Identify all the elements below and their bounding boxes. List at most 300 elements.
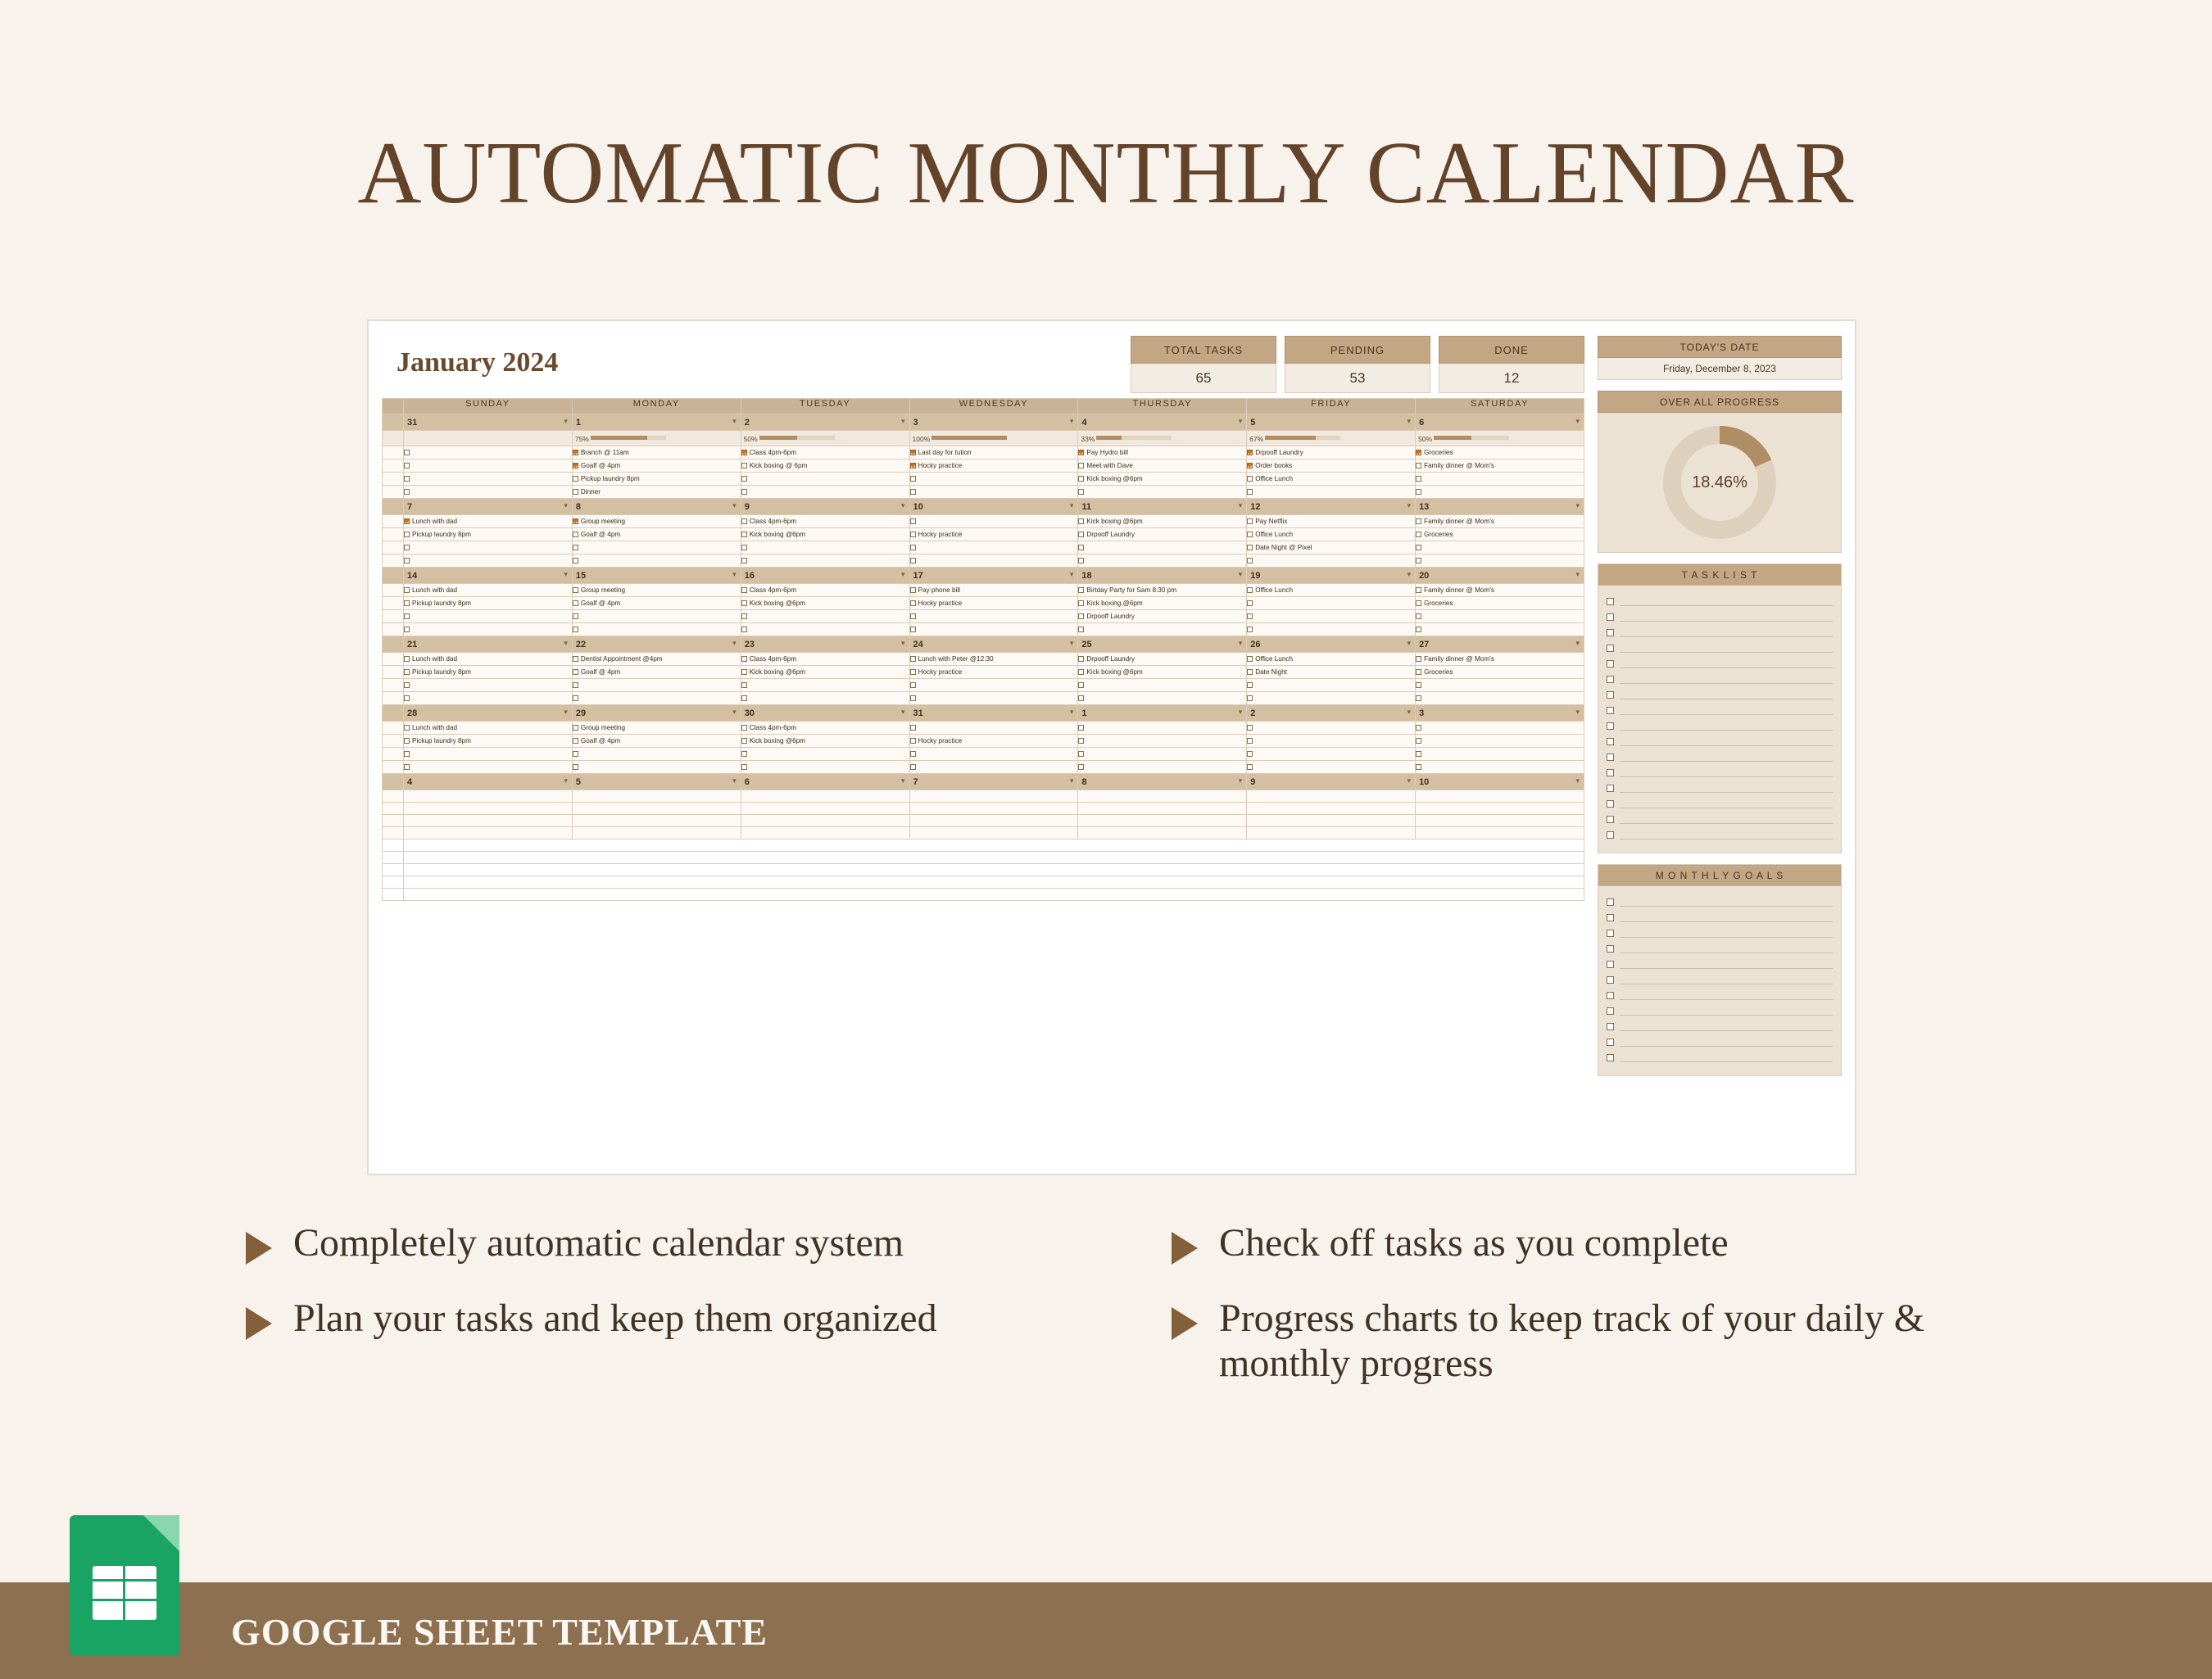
task-cell[interactable] — [572, 554, 741, 568]
day-number-cell[interactable] — [404, 636, 573, 653]
list-checkbox[interactable] — [1607, 1023, 1614, 1030]
day-menu-icon[interactable]: ▾ — [1069, 708, 1074, 716]
task-checkbox[interactable] — [1078, 532, 1084, 537]
task-list-widget[interactable] — [1598, 563, 1842, 853]
task-cell[interactable] — [1416, 692, 1584, 705]
day-menu-icon[interactable]: ▾ — [1407, 776, 1412, 785]
task-checkbox[interactable] — [1247, 476, 1253, 482]
list-entry-line[interactable] — [1620, 644, 1833, 653]
day-menu-icon[interactable]: ▾ — [1238, 570, 1243, 578]
list-checkbox[interactable] — [1607, 676, 1614, 683]
day-number-cell[interactable] — [572, 636, 741, 653]
task-checkbox[interactable] — [1247, 600, 1253, 606]
list-checkbox[interactable] — [1607, 914, 1614, 921]
day-menu-icon[interactable]: ▾ — [1407, 501, 1412, 509]
task-list-item[interactable] — [1607, 625, 1833, 640]
task-checkbox[interactable] — [910, 695, 916, 701]
task-cell[interactable] — [1078, 653, 1247, 666]
task-cell[interactable] — [1416, 446, 1584, 459]
task-cell[interactable] — [1078, 722, 1247, 735]
task-checkbox[interactable] — [741, 725, 747, 731]
task-checkbox[interactable] — [573, 751, 578, 757]
list-entry-line[interactable] — [1620, 784, 1833, 793]
task-checkbox[interactable] — [404, 587, 410, 593]
task-checkbox[interactable] — [910, 682, 916, 688]
day-number-cell[interactable] — [404, 568, 573, 584]
day-menu-icon[interactable]: ▾ — [901, 501, 905, 509]
task-cell[interactable] — [1416, 827, 1584, 840]
task-checkbox[interactable] — [1247, 627, 1253, 632]
day-menu-icon[interactable]: ▾ — [732, 570, 737, 578]
day-number-cell[interactable] — [909, 414, 1078, 431]
task-cell[interactable] — [741, 666, 909, 679]
day-number-cell[interactable] — [572, 414, 741, 431]
task-cell[interactable] — [909, 486, 1078, 499]
task-checkbox[interactable] — [573, 450, 578, 455]
task-checkbox[interactable] — [1078, 463, 1084, 468]
task-checkbox[interactable] — [910, 764, 916, 770]
task-list-item[interactable] — [1607, 656, 1833, 672]
task-checkbox[interactable] — [741, 558, 747, 563]
task-cell[interactable] — [741, 815, 909, 827]
day-number-cell[interactable] — [1078, 774, 1247, 790]
day-menu-icon[interactable]: ▾ — [1069, 639, 1074, 647]
day-menu-icon[interactable]: ▾ — [901, 776, 905, 785]
task-cell[interactable] — [909, 597, 1078, 610]
day-number-cell[interactable] — [1416, 414, 1584, 431]
task-checkbox[interactable] — [1078, 738, 1084, 744]
list-entry-line[interactable] — [1620, 737, 1833, 746]
task-checkbox[interactable] — [741, 532, 747, 537]
task-checkbox[interactable] — [910, 738, 916, 744]
day-menu-icon[interactable]: ▾ — [1238, 501, 1243, 509]
task-cell[interactable] — [741, 623, 909, 636]
task-checkbox[interactable] — [741, 627, 747, 632]
task-cell[interactable] — [1416, 735, 1584, 748]
list-checkbox[interactable] — [1607, 645, 1614, 652]
task-checkbox[interactable] — [910, 532, 916, 537]
task-cell[interactable] — [1416, 761, 1584, 774]
task-checkbox[interactable] — [404, 518, 410, 524]
task-cell[interactable] — [909, 623, 1078, 636]
task-checkbox[interactable] — [910, 476, 916, 482]
monthly-goal-item[interactable] — [1607, 1003, 1833, 1019]
task-cell[interactable] — [741, 610, 909, 623]
task-cell[interactable] — [572, 761, 741, 774]
task-list-item[interactable] — [1607, 827, 1833, 843]
task-checkbox[interactable] — [1416, 600, 1421, 606]
task-checkbox[interactable] — [1078, 764, 1084, 770]
day-menu-icon[interactable]: ▾ — [564, 708, 568, 716]
day-menu-icon[interactable]: ▾ — [1575, 776, 1580, 785]
list-checkbox[interactable] — [1607, 738, 1614, 745]
day-menu-icon[interactable]: ▾ — [732, 776, 737, 785]
day-menu-icon[interactable]: ▾ — [1575, 708, 1580, 716]
task-cell[interactable] — [909, 803, 1078, 815]
monthly-goal-item[interactable] — [1607, 957, 1833, 972]
list-checkbox[interactable] — [1607, 945, 1614, 953]
task-cell[interactable] — [572, 515, 741, 528]
list-entry-line[interactable] — [1620, 613, 1833, 622]
task-checkbox[interactable] — [404, 532, 410, 537]
task-checkbox[interactable] — [910, 558, 916, 563]
task-list-item[interactable] — [1607, 609, 1833, 625]
task-cell[interactable] — [909, 827, 1078, 840]
day-number-cell[interactable] — [741, 499, 909, 515]
day-menu-icon[interactable]: ▾ — [1407, 570, 1412, 578]
task-list-item[interactable] — [1607, 749, 1833, 765]
task-cell[interactable] — [404, 666, 573, 679]
task-checkbox[interactable] — [910, 656, 916, 662]
list-checkbox[interactable] — [1607, 961, 1614, 968]
task-cell[interactable] — [1078, 679, 1247, 692]
task-cell[interactable] — [1078, 761, 1247, 774]
task-cell[interactable] — [741, 827, 909, 840]
day-number-cell[interactable] — [909, 499, 1078, 515]
task-checkbox[interactable] — [910, 725, 916, 731]
task-checkbox[interactable] — [1416, 476, 1421, 482]
task-list-item[interactable] — [1607, 796, 1833, 812]
task-cell[interactable] — [404, 486, 573, 499]
task-cell[interactable] — [909, 748, 1078, 761]
day-menu-icon[interactable]: ▾ — [564, 776, 568, 785]
task-cell[interactable] — [572, 748, 741, 761]
task-cell[interactable] — [1247, 473, 1416, 486]
task-checkbox[interactable] — [1078, 558, 1084, 563]
task-cell[interactable] — [1247, 515, 1416, 528]
list-entry-line[interactable] — [1620, 706, 1833, 715]
task-cell[interactable] — [1416, 554, 1584, 568]
task-checkbox[interactable] — [1247, 489, 1253, 495]
day-menu-icon[interactable]: ▾ — [732, 417, 737, 425]
list-entry-line[interactable] — [1620, 768, 1833, 777]
day-number-cell[interactable] — [1078, 705, 1247, 722]
task-cell[interactable] — [1247, 827, 1416, 840]
task-checkbox[interactable] — [741, 600, 747, 606]
task-checkbox[interactable] — [1416, 518, 1421, 524]
task-cell[interactable] — [404, 679, 573, 692]
task-checkbox[interactable] — [404, 751, 410, 757]
day-number-cell[interactable] — [909, 636, 1078, 653]
task-cell[interactable] — [404, 473, 573, 486]
task-checkbox[interactable] — [404, 463, 410, 468]
day-menu-icon[interactable]: ▾ — [1407, 639, 1412, 647]
day-menu-icon[interactable]: ▾ — [1069, 776, 1074, 785]
task-checkbox[interactable] — [404, 600, 410, 606]
task-checkbox[interactable] — [1416, 656, 1421, 662]
task-cell[interactable] — [741, 748, 909, 761]
task-cell[interactable] — [1247, 446, 1416, 459]
day-number-cell[interactable] — [572, 705, 741, 722]
task-list-item[interactable] — [1607, 812, 1833, 827]
list-checkbox[interactable] — [1607, 800, 1614, 808]
task-cell[interactable] — [741, 653, 909, 666]
task-checkbox[interactable] — [404, 558, 410, 563]
day-number-cell[interactable] — [1247, 705, 1416, 722]
task-cell[interactable] — [1247, 790, 1416, 803]
task-checkbox[interactable] — [1247, 545, 1253, 550]
task-cell[interactable] — [1416, 623, 1584, 636]
list-checkbox[interactable] — [1607, 769, 1614, 776]
task-cell[interactable] — [1416, 748, 1584, 761]
task-checkbox[interactable] — [1078, 656, 1084, 662]
task-checkbox[interactable] — [1078, 518, 1084, 524]
task-checkbox[interactable] — [1416, 725, 1421, 731]
task-checkbox[interactable] — [404, 545, 410, 550]
list-entry-line[interactable] — [1620, 628, 1833, 637]
task-checkbox[interactable] — [910, 600, 916, 606]
task-cell[interactable] — [909, 653, 1078, 666]
task-checkbox[interactable] — [573, 682, 578, 688]
task-checkbox[interactable] — [1078, 669, 1084, 675]
list-checkbox[interactable] — [1607, 598, 1614, 605]
day-menu-icon[interactable]: ▾ — [901, 570, 905, 578]
task-checkbox[interactable] — [741, 463, 747, 468]
task-cell[interactable] — [909, 722, 1078, 735]
day-number-cell[interactable] — [404, 705, 573, 722]
task-cell[interactable] — [404, 722, 573, 735]
task-cell[interactable] — [404, 827, 573, 840]
monthly-goal-item[interactable] — [1607, 972, 1833, 988]
day-menu-icon[interactable]: ▾ — [1407, 417, 1412, 425]
task-list-item[interactable] — [1607, 781, 1833, 796]
task-cell[interactable] — [1078, 666, 1247, 679]
task-cell[interactable] — [404, 803, 573, 815]
task-cell[interactable] — [1247, 459, 1416, 473]
task-cell[interactable] — [1078, 584, 1247, 597]
task-cell[interactable] — [1247, 803, 1416, 815]
task-checkbox[interactable] — [1416, 738, 1421, 744]
task-checkbox[interactable] — [404, 764, 410, 770]
task-cell[interactable] — [1247, 486, 1416, 499]
task-cell[interactable] — [1416, 790, 1584, 803]
list-checkbox[interactable] — [1607, 992, 1614, 999]
list-checkbox[interactable] — [1607, 613, 1614, 621]
task-cell[interactable] — [741, 528, 909, 541]
day-number-cell[interactable] — [572, 499, 741, 515]
task-list-item[interactable] — [1607, 703, 1833, 718]
task-cell[interactable] — [1078, 790, 1247, 803]
task-cell[interactable] — [1247, 653, 1416, 666]
task-cell[interactable] — [404, 584, 573, 597]
task-cell[interactable] — [404, 554, 573, 568]
task-cell[interactable] — [741, 790, 909, 803]
task-checkbox[interactable] — [573, 656, 578, 662]
task-cell[interactable] — [572, 446, 741, 459]
task-cell[interactable] — [909, 610, 1078, 623]
task-cell[interactable] — [1416, 515, 1584, 528]
task-cell[interactable] — [1416, 610, 1584, 623]
list-checkbox[interactable] — [1607, 1007, 1614, 1015]
list-entry-line[interactable] — [1620, 898, 1833, 907]
task-cell[interactable] — [909, 528, 1078, 541]
list-checkbox[interactable] — [1607, 1054, 1614, 1061]
task-cell[interactable] — [404, 528, 573, 541]
day-number-cell[interactable] — [1416, 499, 1584, 515]
task-checkbox[interactable] — [1416, 751, 1421, 757]
task-cell[interactable] — [909, 679, 1078, 692]
day-menu-icon[interactable]: ▾ — [564, 639, 568, 647]
task-cell[interactable] — [572, 692, 741, 705]
task-checkbox[interactable] — [741, 751, 747, 757]
task-checkbox[interactable] — [573, 738, 578, 744]
day-menu-icon[interactable]: ▾ — [1238, 639, 1243, 647]
task-checkbox[interactable] — [741, 489, 747, 495]
task-cell[interactable] — [1416, 803, 1584, 815]
task-cell[interactable] — [909, 446, 1078, 459]
task-cell[interactable] — [572, 803, 741, 815]
task-checkbox[interactable] — [741, 476, 747, 482]
task-checkbox[interactable] — [910, 627, 916, 632]
list-entry-line[interactable] — [1620, 1038, 1833, 1047]
task-cell[interactable] — [909, 666, 1078, 679]
task-cell[interactable] — [1078, 554, 1247, 568]
day-number-cell[interactable] — [1247, 636, 1416, 653]
task-checkbox[interactable] — [910, 489, 916, 495]
task-checkbox[interactable] — [1247, 669, 1253, 675]
list-checkbox[interactable] — [1607, 816, 1614, 823]
task-checkbox[interactable] — [573, 545, 578, 550]
task-cell[interactable] — [1416, 528, 1584, 541]
task-checkbox[interactable] — [1247, 764, 1253, 770]
monthly-goal-item[interactable] — [1607, 1050, 1833, 1066]
list-checkbox[interactable] — [1607, 1039, 1614, 1046]
task-cell[interactable] — [909, 584, 1078, 597]
task-checkbox[interactable] — [1078, 476, 1084, 482]
day-menu-icon[interactable]: ▾ — [1407, 708, 1412, 716]
task-checkbox[interactable] — [404, 476, 410, 482]
task-cell[interactable] — [404, 623, 573, 636]
day-number-cell[interactable] — [909, 568, 1078, 584]
day-menu-icon[interactable]: ▾ — [901, 417, 905, 425]
task-list-item[interactable] — [1607, 765, 1833, 781]
task-cell[interactable] — [572, 597, 741, 610]
day-menu-icon[interactable]: ▾ — [1238, 708, 1243, 716]
list-entry-line[interactable] — [1620, 913, 1833, 922]
task-checkbox[interactable] — [1416, 669, 1421, 675]
task-checkbox[interactable] — [1247, 450, 1253, 455]
task-checkbox[interactable] — [573, 613, 578, 619]
task-cell[interactable] — [741, 692, 909, 705]
day-number-cell[interactable] — [741, 636, 909, 653]
task-cell[interactable] — [404, 761, 573, 774]
task-list-item[interactable] — [1607, 687, 1833, 703]
task-cell[interactable] — [1247, 735, 1416, 748]
monthly-goal-item[interactable] — [1607, 988, 1833, 1003]
task-checkbox[interactable] — [1078, 751, 1084, 757]
task-cell[interactable] — [1416, 459, 1584, 473]
task-checkbox[interactable] — [1416, 695, 1421, 701]
day-number-cell[interactable] — [1078, 568, 1247, 584]
list-checkbox[interactable] — [1607, 898, 1614, 906]
task-checkbox[interactable] — [1078, 682, 1084, 688]
task-cell[interactable] — [1416, 653, 1584, 666]
task-cell[interactable] — [909, 761, 1078, 774]
task-cell[interactable] — [741, 515, 909, 528]
day-number-cell[interactable] — [1078, 636, 1247, 653]
task-checkbox[interactable] — [573, 725, 578, 731]
list-entry-line[interactable] — [1620, 991, 1833, 1000]
day-number-cell[interactable] — [1078, 414, 1247, 431]
day-number-cell[interactable] — [1078, 499, 1247, 515]
task-cell[interactable] — [1416, 679, 1584, 692]
task-cell[interactable] — [1078, 541, 1247, 554]
task-checkbox[interactable] — [573, 518, 578, 524]
task-cell[interactable] — [1247, 584, 1416, 597]
day-number-cell[interactable] — [909, 705, 1078, 722]
task-checkbox[interactable] — [741, 613, 747, 619]
task-cell[interactable] — [909, 473, 1078, 486]
day-number-cell[interactable] — [741, 705, 909, 722]
list-checkbox[interactable] — [1607, 629, 1614, 636]
calendar-grid[interactable] — [382, 398, 1584, 901]
task-checkbox[interactable] — [741, 669, 747, 675]
task-cell[interactable] — [1078, 528, 1247, 541]
task-cell[interactable] — [572, 815, 741, 827]
list-checkbox[interactable] — [1607, 754, 1614, 761]
task-cell[interactable] — [1247, 692, 1416, 705]
task-cell[interactable] — [572, 827, 741, 840]
task-checkbox[interactable] — [573, 695, 578, 701]
task-checkbox[interactable] — [404, 695, 410, 701]
task-checkbox[interactable] — [1416, 450, 1421, 455]
task-cell[interactable] — [404, 815, 573, 827]
day-menu-icon[interactable]: ▾ — [1069, 570, 1074, 578]
list-entry-line[interactable] — [1620, 675, 1833, 684]
task-checkbox[interactable] — [404, 669, 410, 675]
task-checkbox[interactable] — [741, 587, 747, 593]
task-checkbox[interactable] — [910, 545, 916, 550]
task-cell[interactable] — [741, 803, 909, 815]
task-cell[interactable] — [1416, 486, 1584, 499]
day-menu-icon[interactable]: ▾ — [1575, 639, 1580, 647]
task-checkbox[interactable] — [1416, 545, 1421, 550]
day-menu-icon[interactable]: ▾ — [564, 501, 568, 509]
task-cell[interactable] — [741, 761, 909, 774]
task-checkbox[interactable] — [1078, 545, 1084, 550]
task-cell[interactable] — [1247, 597, 1416, 610]
task-checkbox[interactable] — [404, 489, 410, 495]
task-cell[interactable] — [741, 554, 909, 568]
list-entry-line[interactable] — [1620, 722, 1833, 731]
day-number-cell[interactable] — [1247, 499, 1416, 515]
day-menu-icon[interactable]: ▾ — [732, 501, 737, 509]
day-menu-icon[interactable]: ▾ — [901, 639, 905, 647]
task-checkbox[interactable] — [741, 682, 747, 688]
list-entry-line[interactable] — [1620, 659, 1833, 668]
day-menu-icon[interactable]: ▾ — [1575, 570, 1580, 578]
task-checkbox[interactable] — [741, 656, 747, 662]
day-menu-icon[interactable]: ▾ — [1238, 776, 1243, 785]
day-menu-icon[interactable]: ▾ — [901, 708, 905, 716]
day-menu-icon[interactable]: ▾ — [1575, 501, 1580, 509]
task-checkbox[interactable] — [1247, 682, 1253, 688]
list-entry-line[interactable] — [1620, 690, 1833, 699]
task-checkbox[interactable] — [1247, 463, 1253, 468]
task-cell[interactable] — [1078, 459, 1247, 473]
task-cell[interactable] — [572, 722, 741, 735]
task-list-item[interactable] — [1607, 594, 1833, 609]
task-checkbox[interactable] — [573, 587, 578, 593]
task-cell[interactable] — [741, 584, 909, 597]
task-cell[interactable] — [572, 528, 741, 541]
task-cell[interactable] — [404, 541, 573, 554]
task-checkbox[interactable] — [573, 558, 578, 563]
empty-cell[interactable] — [404, 889, 1584, 901]
task-checkbox[interactable] — [1078, 627, 1084, 632]
task-checkbox[interactable] — [741, 450, 747, 455]
task-checkbox[interactable] — [1078, 695, 1084, 701]
